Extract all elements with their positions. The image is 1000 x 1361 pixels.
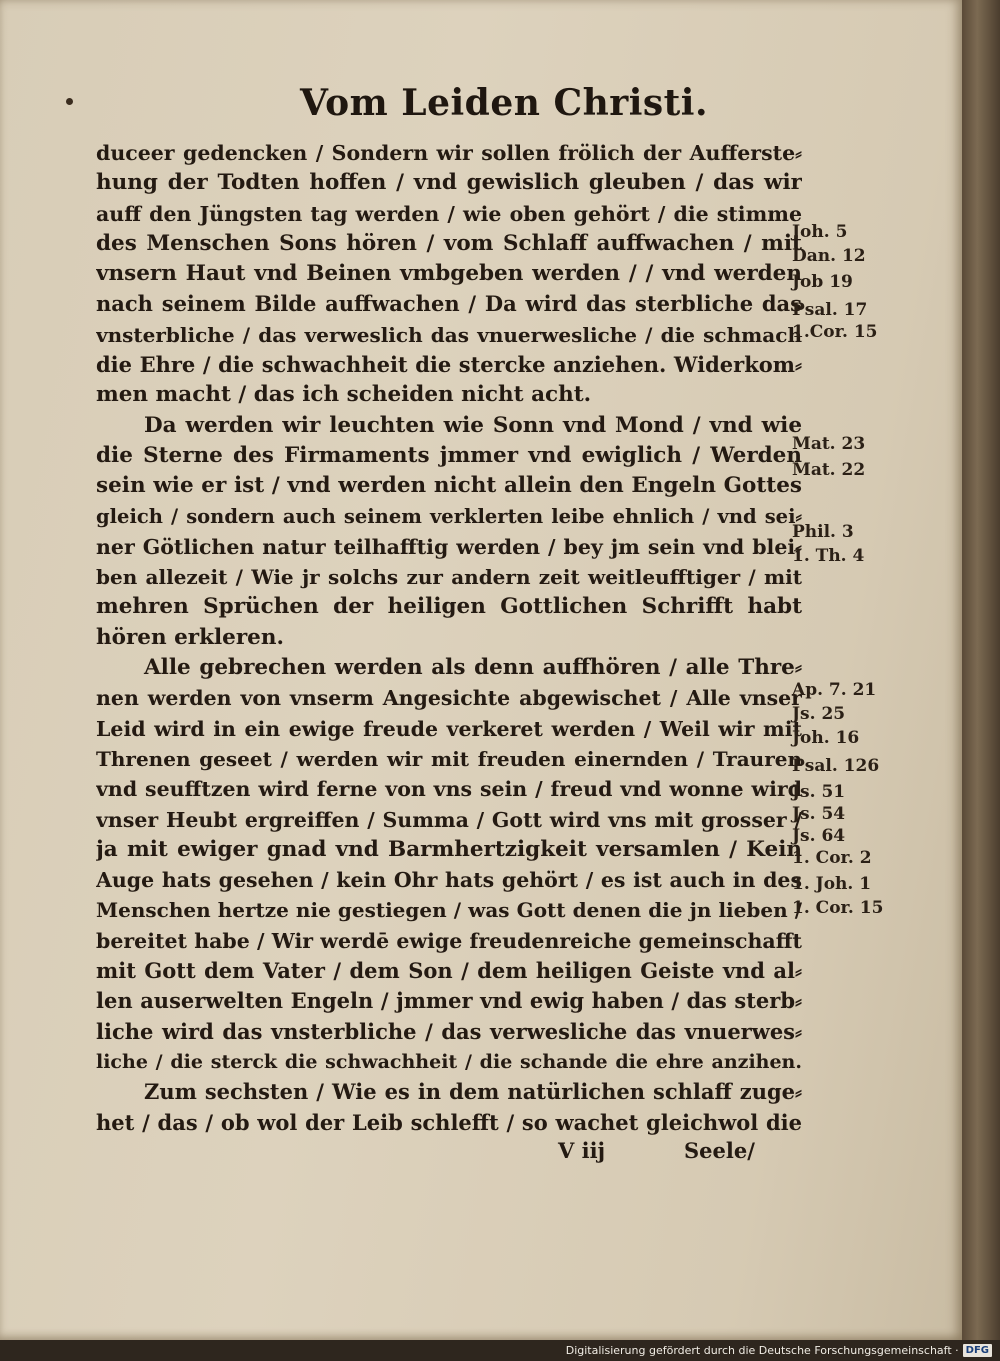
text-line: mehren Sprüchen der heiligen Gottlichen Schrifft habt bbox=[96, 594, 802, 620]
text-line: mit Gott dem Vater / dem Son / dem heiligen Geiste vnd al⸗ bbox=[96, 958, 802, 984]
text-line: ben allezeit / Wie jr solchs zur andern zeit weitleufftiger / mit bbox=[96, 565, 802, 590]
text-line: hören erkleren. bbox=[96, 624, 284, 650]
text-line: auff den Jüngsten tag werden / wie oben gehört / die stimme bbox=[96, 201, 802, 226]
page-edge-right bbox=[962, 0, 1000, 1340]
margin-note: 1. Cor. 15 bbox=[792, 898, 884, 918]
text-line: sein wie er ist / vnd werden nicht allein den Engeln Gottes bbox=[96, 473, 802, 499]
text-line: Zum sechsten / Wie es in dem natürlichen schlaff zuge⸗ bbox=[144, 1079, 802, 1105]
text-line: Auge hats gesehen / kein Ohr hats gehört / es ist auch in des bbox=[96, 868, 802, 893]
text-line: ner Götlichen natur teilhafftig werden / bey jm sein vnd blei⸗ bbox=[96, 534, 802, 559]
footer-credit: Digitalisierung gefördert durch die Deutsche Forschungsgemeinschaft · bbox=[565, 1344, 959, 1357]
margin-note: Dan. 12 bbox=[792, 246, 866, 266]
margin-note: 1. Joh. 1 bbox=[792, 874, 872, 894]
body-text bbox=[96, 138, 802, 1138]
margin-note: Js. 64 bbox=[792, 826, 846, 846]
margin-note: Ap. 7. 21 bbox=[792, 680, 877, 700]
text-line: des Menschen Sons hören / vom Schlaff auffwachen / mit bbox=[96, 230, 802, 256]
footer-bar bbox=[0, 1340, 1000, 1361]
text-line: het / das / ob wol der Leib schlefft / so wachet gleichwol die bbox=[96, 1109, 802, 1135]
text-line: Threnen geseet / werden wir mit freuden einernden / Trauren bbox=[96, 746, 802, 771]
margin-note: 1.Cor. 15 bbox=[792, 322, 878, 342]
signature-mark: V iij bbox=[558, 1138, 606, 1163]
text-line: die Sterne des Firmaments jmmer vnd ewiglich / Werden bbox=[96, 442, 802, 468]
text-line: liche / die sterck die schwachheit / die schande die ehre anzihen. bbox=[96, 1050, 802, 1073]
text-line: men macht / das ich scheiden nicht acht. bbox=[96, 382, 592, 408]
margin-note: Js. 54 bbox=[792, 804, 846, 824]
margin-note: Joh. 5 bbox=[792, 222, 848, 242]
running-title: Vom Leiden Christi. bbox=[300, 82, 709, 124]
text-line: gleich / sondern auch seinem verklerten leibe ehnlich / vnd sei⸗ bbox=[96, 504, 802, 528]
margin-note: Job 19 bbox=[792, 272, 853, 292]
ink-spot bbox=[66, 98, 73, 105]
margin-note: Phil. 3 bbox=[792, 522, 854, 542]
catchword: Seele/ bbox=[684, 1138, 755, 1163]
text-line: Leid wird in ein ewige freude verkeret werden / Weil wir mit bbox=[96, 716, 802, 741]
text-line: ja mit ewiger gnad vnd Barmhertzigkeit versamlen / Kein bbox=[96, 836, 802, 862]
margin-note: Mat. 23 bbox=[792, 434, 866, 454]
text-line: Alle gebrechen werden als denn auffhören / alle Thre⸗ bbox=[144, 655, 802, 681]
margin-note: Psal. 17 bbox=[792, 300, 868, 320]
margin-note: Mat. 22 bbox=[792, 460, 866, 480]
text-line: Menschen hertze nie gestiegen / was Gott denen die jn lieben / bbox=[96, 898, 802, 923]
text-line: Da werden wir leuchten wie Sonn vnd Mond / vnd wie bbox=[144, 412, 802, 438]
text-line: vnd seufftzen wird ferne von vns sein / freud vnd wonne wird bbox=[96, 777, 802, 802]
text-line: nen werden von vnserm Angesichte abgewischet / Alle vnser bbox=[96, 686, 802, 711]
margin-note: Js. 25 bbox=[792, 704, 846, 724]
text-line: die Ehre / die schwachheit die stercke anziehen. Widerkom⸗ bbox=[96, 352, 802, 378]
text-line: nach seinem Bilde auffwachen / Da wird das sterbliche das bbox=[96, 291, 802, 317]
margin-note: 1. Th. 4 bbox=[792, 546, 865, 566]
margin-note: Psal. 126 bbox=[792, 756, 880, 776]
text-line: len auserwelten Engeln / jmmer vnd ewig haben / das sterb⸗ bbox=[96, 988, 802, 1014]
margin-note: 1. Cor. 2 bbox=[792, 848, 872, 868]
text-line: hung der Todten hoffen / vnd gewislich gleuben / das wir bbox=[96, 170, 802, 196]
text-line: vnser Heubt ergreiffen / Summa / Gott wird vns mit grosser / bbox=[96, 807, 802, 832]
dfg-logo-icon: DFG bbox=[963, 1344, 992, 1357]
text-line: vnsterbliche / das verweslich das vnuerwesliche / die schmach bbox=[96, 322, 802, 347]
margin-note: Joh. 16 bbox=[792, 728, 860, 748]
margin-note: Js. 51 bbox=[792, 782, 846, 802]
text-line: bereitet habe / Wir werdē ewige freudenreiche gemeinschafft bbox=[96, 928, 802, 953]
text-line: vnsern Haut vnd Beinen vmbgeben werden / / vnd werden bbox=[96, 261, 802, 287]
text-line: liche wird das vnsterbliche / das verwesliche das vnuerwes⸗ bbox=[96, 1018, 802, 1044]
text-line: duceer gedencken / Sondern wir sollen frölich der Aufferste⸗ bbox=[96, 141, 802, 165]
